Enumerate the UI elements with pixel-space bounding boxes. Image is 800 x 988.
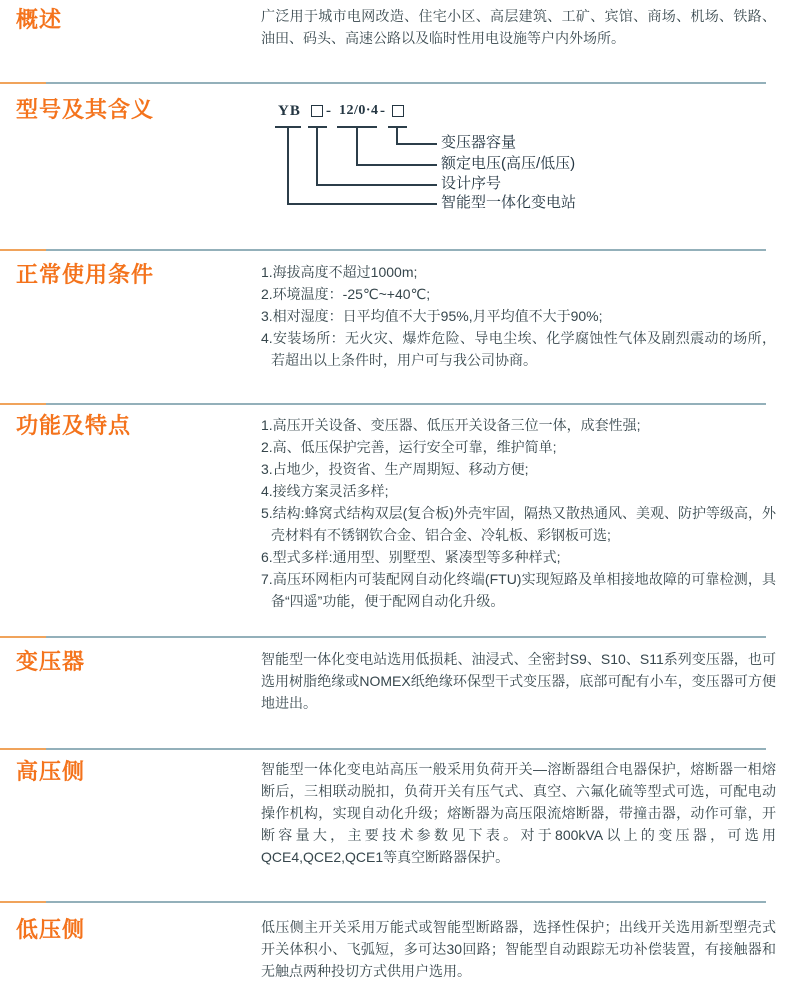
feature-item: 7.高压环网柜内可装配网自动化终端(FTU)实现短路及单相接地故障的可靠检测，具备“四遥”功能，便于配网自动化升级。 bbox=[261, 571, 776, 609]
section-features bbox=[0, 405, 800, 636]
section-low-voltage-side bbox=[0, 903, 800, 988]
callout-line-voltage bbox=[356, 164, 437, 166]
feature-item: 4.接线方案灵活多样; bbox=[261, 483, 389, 499]
model-callout-diagram bbox=[0, 84, 800, 249]
section-model-meaning bbox=[0, 84, 800, 249]
feature-item: 5.结构:蜂窝式结构双层(复合板)外壳牢固，隔热又散热通风、美观、防护等级高，外壳材料有不锈钢钦合金、铝合金、冷轧板、彩钢板可选; bbox=[261, 505, 776, 543]
features-heading: 功能及特点 bbox=[16, 413, 132, 438]
model-capacity-box bbox=[392, 105, 404, 117]
conditions-list bbox=[261, 261, 776, 371]
transformer-body: 智能型一体化变电站选用低损耗、油浸式、全密封S9、S10、S11系列变压器，也可选用树脂绝缘或NOMEX纸绝缘环保型干式变压器，底部可配有小车，变压器可方便地进出。 bbox=[261, 651, 776, 711]
condition-item: 2.环境温度：-25℃~+40℃; bbox=[261, 286, 431, 302]
condition-item: 1.海拔高度不超过1000m; bbox=[261, 264, 418, 280]
model-design-serial-box bbox=[311, 105, 323, 117]
model-heading: 型号及其含义 bbox=[16, 97, 155, 122]
callout-stem-station bbox=[287, 126, 289, 205]
hv-body: 智能型一体化变电站高压一般采用负荷开关—溶断器组合电器保护，熔断器一相熔断后，三相联动脱扣，负荷开关有压气式、真空、六氟化硫等型式可选，可配电动操作机构，实现自动化升级；熔断器为高压限流熔断器，带撞击器，动作可靠，开断容量大，主要技术参数见下表。对于800kVA以上的变压器，可选用QCE4,QCE2,QCE1等真空断路器保护。 bbox=[261, 761, 776, 865]
section-high-voltage-side bbox=[0, 750, 800, 901]
callout-line-capacity bbox=[396, 143, 437, 145]
callout-label-transformer-capacity: 变压器容量 bbox=[441, 134, 517, 151]
callout-stem-voltage bbox=[356, 126, 358, 166]
callout-label-station-type: 智能型一体化变电站 bbox=[441, 194, 577, 211]
overview-heading: 概述 bbox=[16, 7, 63, 32]
feature-item: 1.高压开关设备、变压器、低压开关设备三位一体，成套性强; bbox=[261, 417, 641, 433]
callout-label-design-serial: 设计序号 bbox=[441, 175, 502, 192]
hv-heading: 高压侧 bbox=[16, 759, 86, 784]
condition-item: 4.安装场所：无火灾、爆炸危险、导电尘埃、化学腐蚀性气体及剧烈震动的场所，若超出以上条件时，用户可与我公司协商。 bbox=[261, 330, 776, 368]
model-dash: - bbox=[326, 103, 331, 119]
callout-label-rated-voltage: 额定电压(高压/低压) bbox=[441, 155, 576, 172]
feature-item: 3.占地少，投资省、生产周期短、移动方便; bbox=[261, 461, 529, 477]
section-overview bbox=[0, 0, 800, 82]
lv-body: 低压侧主开关采用万能式或智能型断路器，选择性保护；出线开关选用新型塑壳式开关体积小、飞弧短，多可达30回路；智能型自动跟踪无功补偿装置，有接触器和无触点两种投切方式供用户选用。 bbox=[261, 919, 776, 979]
model-rated-voltage: 12/0·4 bbox=[339, 103, 379, 118]
callout-line-serial bbox=[316, 184, 437, 186]
section-transformer bbox=[0, 638, 800, 748]
overview-body: 广泛用于城市电网改造、住宅小区、高层建筑、工矿、宾馆、商场、机场、铁路、油田、码头、高速公路以及临时性用电设施等户内外场所。 bbox=[261, 8, 776, 46]
model-prefix: YB bbox=[278, 103, 301, 119]
feature-item: 2.高、低压保护完善，运行安全可靠，维护简单; bbox=[261, 439, 557, 455]
lv-heading: 低压侧 bbox=[16, 917, 86, 942]
section-usage-conditions bbox=[0, 251, 800, 403]
model-dash: - bbox=[380, 103, 385, 119]
condition-item: 3.相对湿度：日平均值不大于95%,月平均值不大于90%; bbox=[261, 308, 603, 324]
features-list bbox=[261, 414, 776, 612]
callout-line-station bbox=[287, 203, 437, 205]
transformer-heading: 变压器 bbox=[16, 649, 86, 674]
callout-stem-serial bbox=[316, 126, 318, 186]
feature-item: 6.型式多样:通用型、别墅型、紧凑型等多种样式; bbox=[261, 549, 561, 565]
conditions-heading: 正常使用条件 bbox=[16, 262, 155, 287]
